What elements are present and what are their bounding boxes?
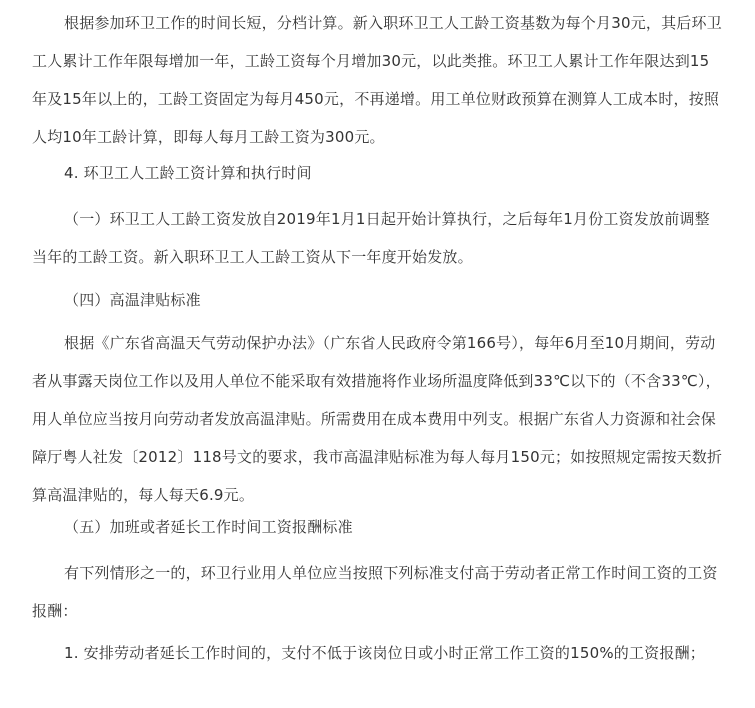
heading-overtime-pay: （五）加班或者延长工作时间工资报酬标准 (64, 518, 353, 536)
heading-high-temperature-allowance: （四）高温津贴标准 (64, 291, 201, 309)
paragraph-high-temperature-allowance: 根据《广东省高温天气劳动保护办法》（广东省人民政府令第166号），每年6月至10月期间，劳动者从事露天岗位工作以及用人单位不能采取有效措施将作业场所温度降低到33℃以下的（不含33℃），用人单位应当按月向劳动者发放高温津贴。所需费用在成本费用中列支。根据广东省人力资源和社会保障厅粤人社发〔2012〕118号文的要求，我市高温津贴标准为每人每月150元；如按照规定需按天数折算高温津贴的，每人每天6.9元。 (32, 334, 723, 504)
paragraph-seniority-pay-start: （一）环卫工人工龄工资发放自2019年1月1日起开始计算执行，之后每年1月份工资发放前调整当年的工龄工资。新入职环卫工人工龄工资从下一年度开始发放。 (32, 210, 710, 266)
heading-seniority-pay-timing: 4. 环卫工人工龄工资计算和执行时间 (64, 164, 312, 182)
list-item-overtime-rate: 1. 安排劳动者延长工作时间的，支付不低于该岗位日或小时正常工作工资的150%的工资报酬； (64, 644, 705, 662)
paragraph-overtime-conditions: 有下列情形之一的，环卫行业用人单位应当按照下列标准支付高于劳动者正常工作时间工资的工资报酬： (32, 564, 718, 620)
paragraph-seniority-pay-basis: 根据参加环卫工作的时间长短，分档计算。新入职环卫工人工龄工资基数为每个月30元，其后环卫工人累计工作年限每增加一年，工龄工资每个月增加30元，以此类推。环卫工人累计工作年限达到15年及15年以上的，工龄工资固定为每月450元，不再递增。用工单位财政预算在测算人工成本时，按照人均10年工龄计算，即每人每月工龄工资为300元。 (32, 14, 722, 146)
